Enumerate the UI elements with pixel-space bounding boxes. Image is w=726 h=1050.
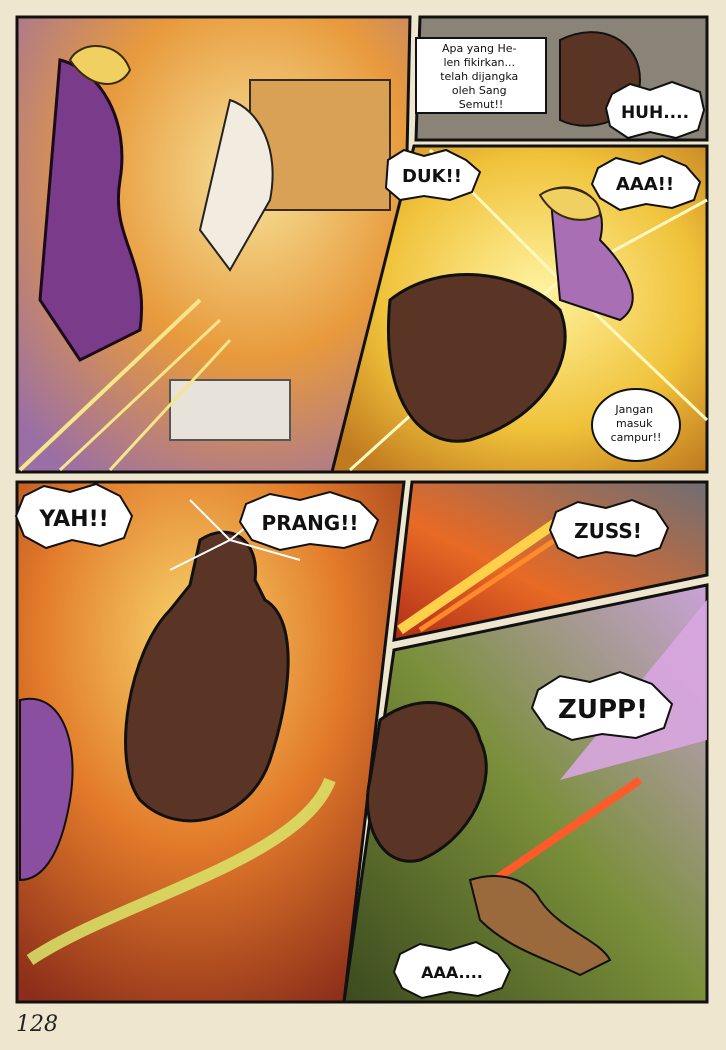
speech-line: masuk (615, 417, 653, 430)
panel-4 (16, 482, 404, 1002)
sfx-prang: PRANG!! (261, 511, 359, 535)
sfx-zuss: ZUSS! (574, 519, 642, 543)
sfx-yah: YAH!! (39, 507, 109, 532)
keyboard-console (170, 380, 290, 440)
sfx-aaa: AAA.... (421, 963, 483, 982)
sfx-huh: HUH.... (620, 103, 690, 123)
caption-line: Apa yang He- (442, 42, 517, 55)
caption-line: oleh Sang (451, 84, 507, 97)
caption-line: Semut!! (458, 98, 504, 111)
caption-line: len fikirkan... (443, 56, 516, 69)
sfx-duk: DUK!! (402, 166, 462, 187)
caption-line: telah dijangka (440, 70, 519, 83)
speech-text (611, 403, 662, 444)
page-number: 128 (16, 1012, 58, 1037)
speech-line: Jangan (615, 403, 654, 416)
panel-6 (344, 585, 707, 1002)
sfx-aaa: AAA!! (615, 174, 675, 195)
speech-line: campur!! (610, 431, 662, 444)
sfx-zupp: ZUPP! (558, 695, 648, 725)
panel-2 (416, 17, 707, 140)
